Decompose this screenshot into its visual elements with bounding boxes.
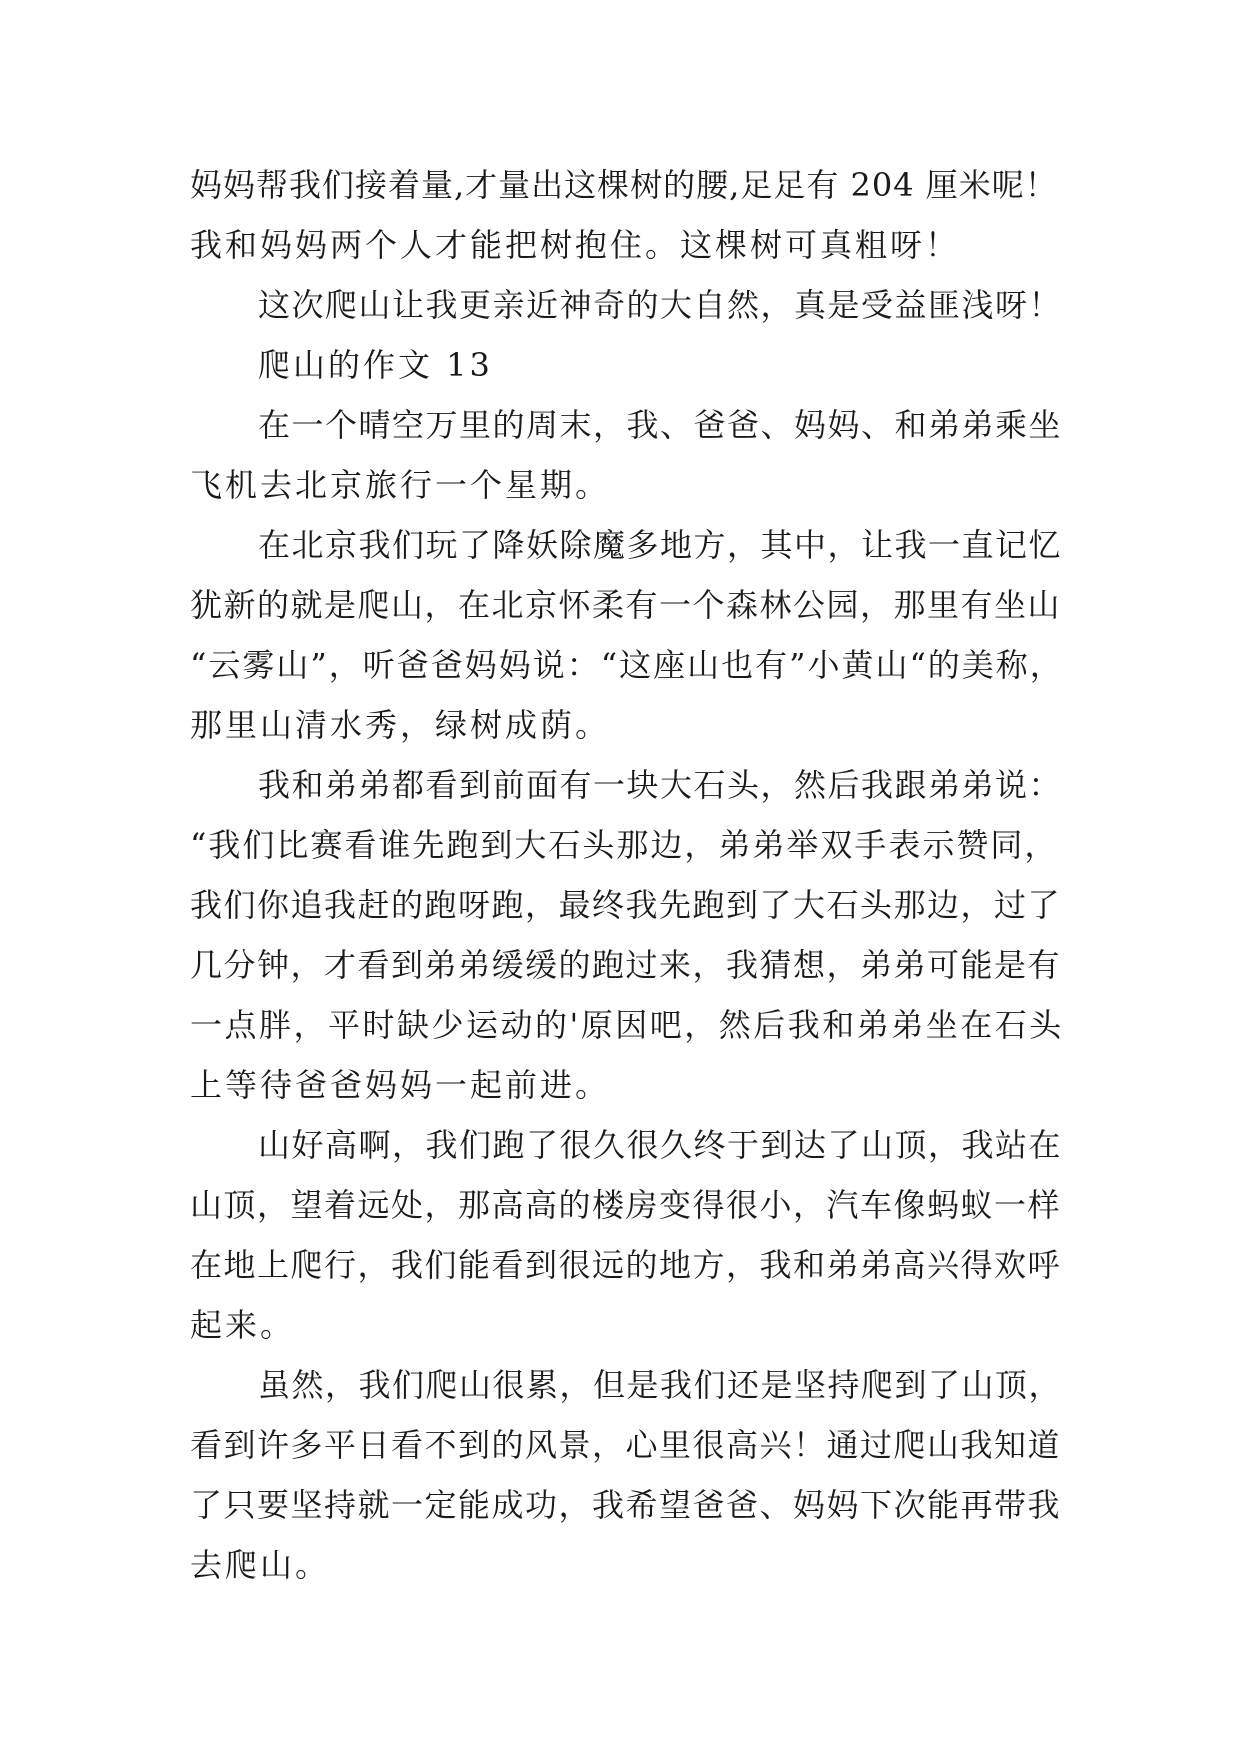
text-line: 在一个晴空万里的周末，我、爸爸、妈妈、和弟弟乘坐 [258,406,1063,444]
text-line: 了只要坚持就一定能成功，我希望爸爸、妈妈下次能再带我 [190,1486,1062,1524]
text-line: 在北京我们玩了降妖除魔多地方，其中，让我一直记忆 [258,526,1063,564]
text-line: 山好高啊，我们跑了很久很久终于到达了山顶，我站在 [258,1126,1063,1164]
text-line: 山顶，望着远处，那高高的楼房变得很小，汽车像蚂蚁一样 [190,1186,1062,1224]
text-line: 我们你追我赶的跑呀跑，最终我先跑到了大石头那边，过了 [190,886,1062,924]
text-line: 起来。 [190,1306,296,1344]
text-line: 看到许多平日看不到的风景，心里很高兴！通过爬山我知道 [190,1426,1062,1464]
text-line: 我和妈妈两个人才能把树抱住。这棵树可真粗呀！ [190,226,961,264]
text-line: “我们比赛看谁先跑到大石头那边，弟弟举双手表示赞同， [190,826,1059,864]
text-line: 妈妈帮我们接着量,才量出这棵树的腰,足足有 204 厘米呢！ [190,166,1058,204]
document-body [190,155,1070,1595]
text-line: 飞机去北京旅行一个星期。 [190,466,611,504]
text-line: “云雾山”，听爸爸妈妈说：“这座山也有”小黄山“的美称， [190,646,1064,684]
text-line: 去爬山。 [190,1546,331,1584]
text-line: 在地上爬行，我们能看到很远的地方，我和弟弟高兴得欢呼 [190,1246,1062,1284]
text-line: 一点胖，平时缺少运动的'原因吧，然后我和弟弟坐在石头 [190,1006,1064,1044]
text-line: 犹新的就是爬山，在北京怀柔有一个森林公园，那里有坐山 [190,586,1062,624]
text-line: 上等待爸爸妈妈一起前进。 [190,1066,611,1104]
text-line: 我和弟弟都看到前面有一块大石头，然后我跟弟弟说： [258,766,1063,804]
text-line: 那里山清水秀，绿树成荫。 [190,706,611,744]
text-line: 虽然，我们爬山很累，但是我们还是坚持爬到了山顶， [258,1366,1063,1404]
text-line: 几分钟，才看到弟弟缓缓的跑过来，我猜想，弟弟可能是有 [190,946,1062,984]
section-heading: 爬山的作文 13 [258,346,493,384]
text-line: 这次爬山让我更亲近神奇的大自然，真是受益匪浅呀！ [258,286,1063,324]
